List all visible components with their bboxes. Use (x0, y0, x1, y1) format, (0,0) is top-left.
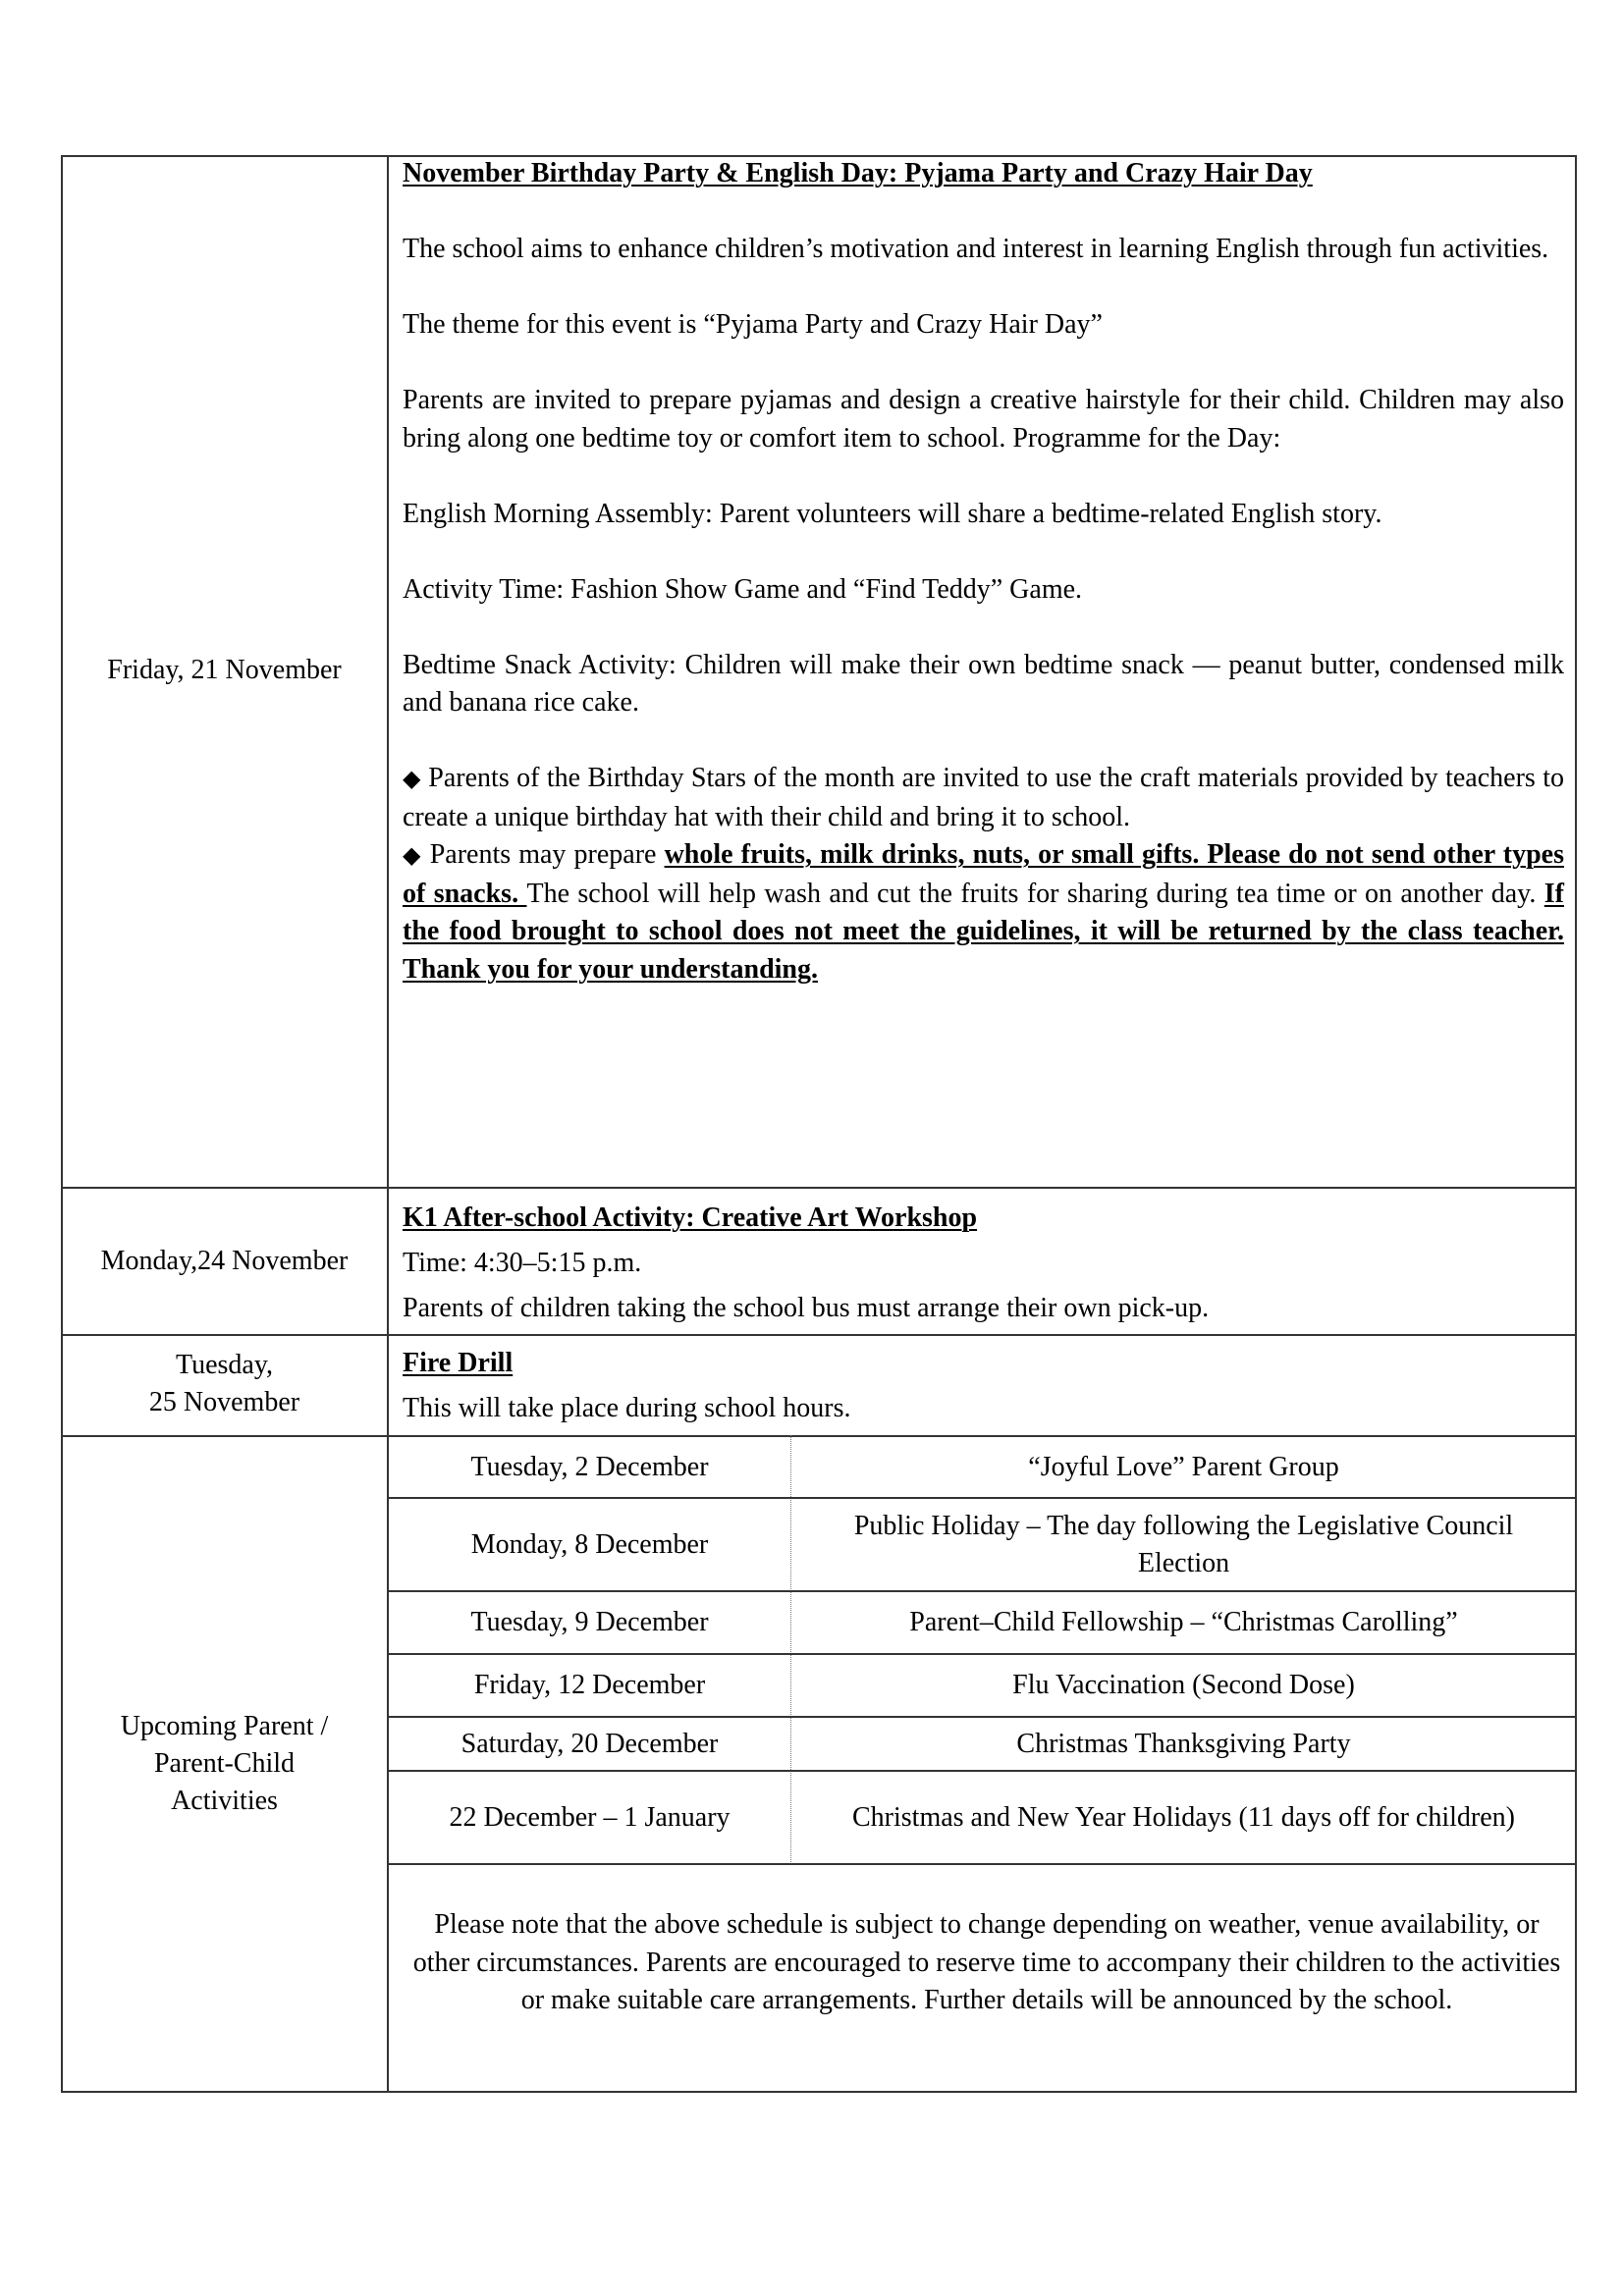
row-date-friday: Friday, 21 November (107, 655, 342, 685)
event-paragraph: English Morning Assembly: Parent volunteers will share a bedtime-related English story. (403, 498, 1382, 529)
event-date: Tuesday, 2 December (470, 1451, 709, 1482)
event-note: Parents of children taking the school bus must arrange their own pick-up. (403, 1293, 1210, 1323)
event-paragraph: Activity Time: Fashion Show Game and “Find Teddy” Game. (403, 573, 1083, 605)
event-title: November Birthday Party & English Day: Pyjama Party and Crazy Hair Day (403, 158, 1313, 188)
event-time: Time: 4:30–5:15 p.m. (403, 1248, 642, 1278)
upcoming-activities-label (61, 1708, 388, 1820)
diamond-bullet-icon: ◆ (403, 843, 422, 869)
event-note: This will take place during school hours. (403, 1393, 851, 1423)
row-divider (61, 1187, 1577, 1189)
schedule-change-note: Please note that the above schedule is subject to change depending on weather, venue availability, or other circumstances. Parents are encouraged to reserve time to accompany their children to the activities or make suitable care arrangements. Further details will be announced by the school. (412, 1909, 1561, 2015)
monday-event-details (403, 1196, 1564, 1331)
label-line: Upcoming Parent / (120, 1711, 329, 1741)
nested-row-divider (387, 1863, 1577, 1865)
diamond-bullet-icon: ◆ (403, 767, 421, 792)
event-title: K1 After-school Activity: Creative Art Workshop (403, 1202, 978, 1233)
bullet-text: Parents may prepare (429, 839, 665, 870)
event-paragraph: Parents are invited to prepare pyjamas and design a creative hairstyle for their child. Children may also bring along one bedtime toy or comfort item to school. Programme for the Day: (403, 385, 1564, 454)
event-name: Parent–Child Fellowship – “Christmas Carolling” (909, 1607, 1458, 1637)
event-name: Public Holiday – The day following the Legislative Council Election (853, 1510, 1514, 1578)
event-name: Christmas and New Year Holidays (11 days off for children) (852, 1801, 1515, 1833)
nested-column-divider (790, 1435, 791, 1864)
event-name: Christmas Thanksgiving Party (1016, 1728, 1351, 1759)
label-line: Activities (171, 1786, 278, 1816)
event-title: Fire Drill (403, 1348, 514, 1378)
event-name: “Joyful Love” Parent Group (1028, 1451, 1339, 1482)
event-paragraph: The theme for this event is “Pyjama Party and Crazy Hair Day” (403, 309, 1103, 340)
date-line: 25 November (148, 1387, 300, 1417)
event-date: Tuesday, 9 December (470, 1607, 709, 1637)
event-date: Friday, 12 December (473, 1670, 706, 1700)
event-name: Flu Vaccination (Second Dose) (1012, 1670, 1355, 1700)
date-line: Tuesday, (175, 1350, 274, 1380)
bullet-text: Parents of the Birthday Stars of the month are invited to use the craft materials provided by teachers to create a unique birthday hat with their child and bring it to school. (403, 763, 1564, 832)
bullet-snacks (403, 836, 1564, 988)
tuesday-event-details (403, 1341, 1564, 1431)
row-date-tuesday (61, 1347, 388, 1421)
friday-event-details (403, 155, 1564, 988)
event-paragraph: Bedtime Snack Activity: Children will make their own bedtime snack — peanut butter, condensed milk and banana rice cake. (403, 649, 1564, 718)
row-divider (61, 1334, 1577, 1336)
bullet-emphasis: If the food brought to school does not meet the guidelines, it will be returned by the class teacher. Thank you for your understanding. (403, 878, 1564, 985)
label-line: Parent-Child (153, 1748, 296, 1779)
event-date: 22 December – 1 January (449, 1801, 731, 1833)
bullet-text: The school will help wash and cut the fruits for sharing during tea time or on another day. (526, 878, 1544, 909)
row-date-monday: Monday,24 November (100, 1246, 349, 1276)
event-date: Saturday, 20 December (460, 1728, 719, 1759)
event-date: Monday, 8 December (470, 1528, 709, 1560)
event-paragraph: The school aims to enhance children’s motivation and interest in learning English through fun activities. (403, 234, 1549, 264)
bullet-birthday-hat (403, 760, 1564, 836)
bullet-emphasis: whole fruits, milk drinks, nuts, or small gifts. Please do not send other types of snacks. (403, 839, 1564, 909)
